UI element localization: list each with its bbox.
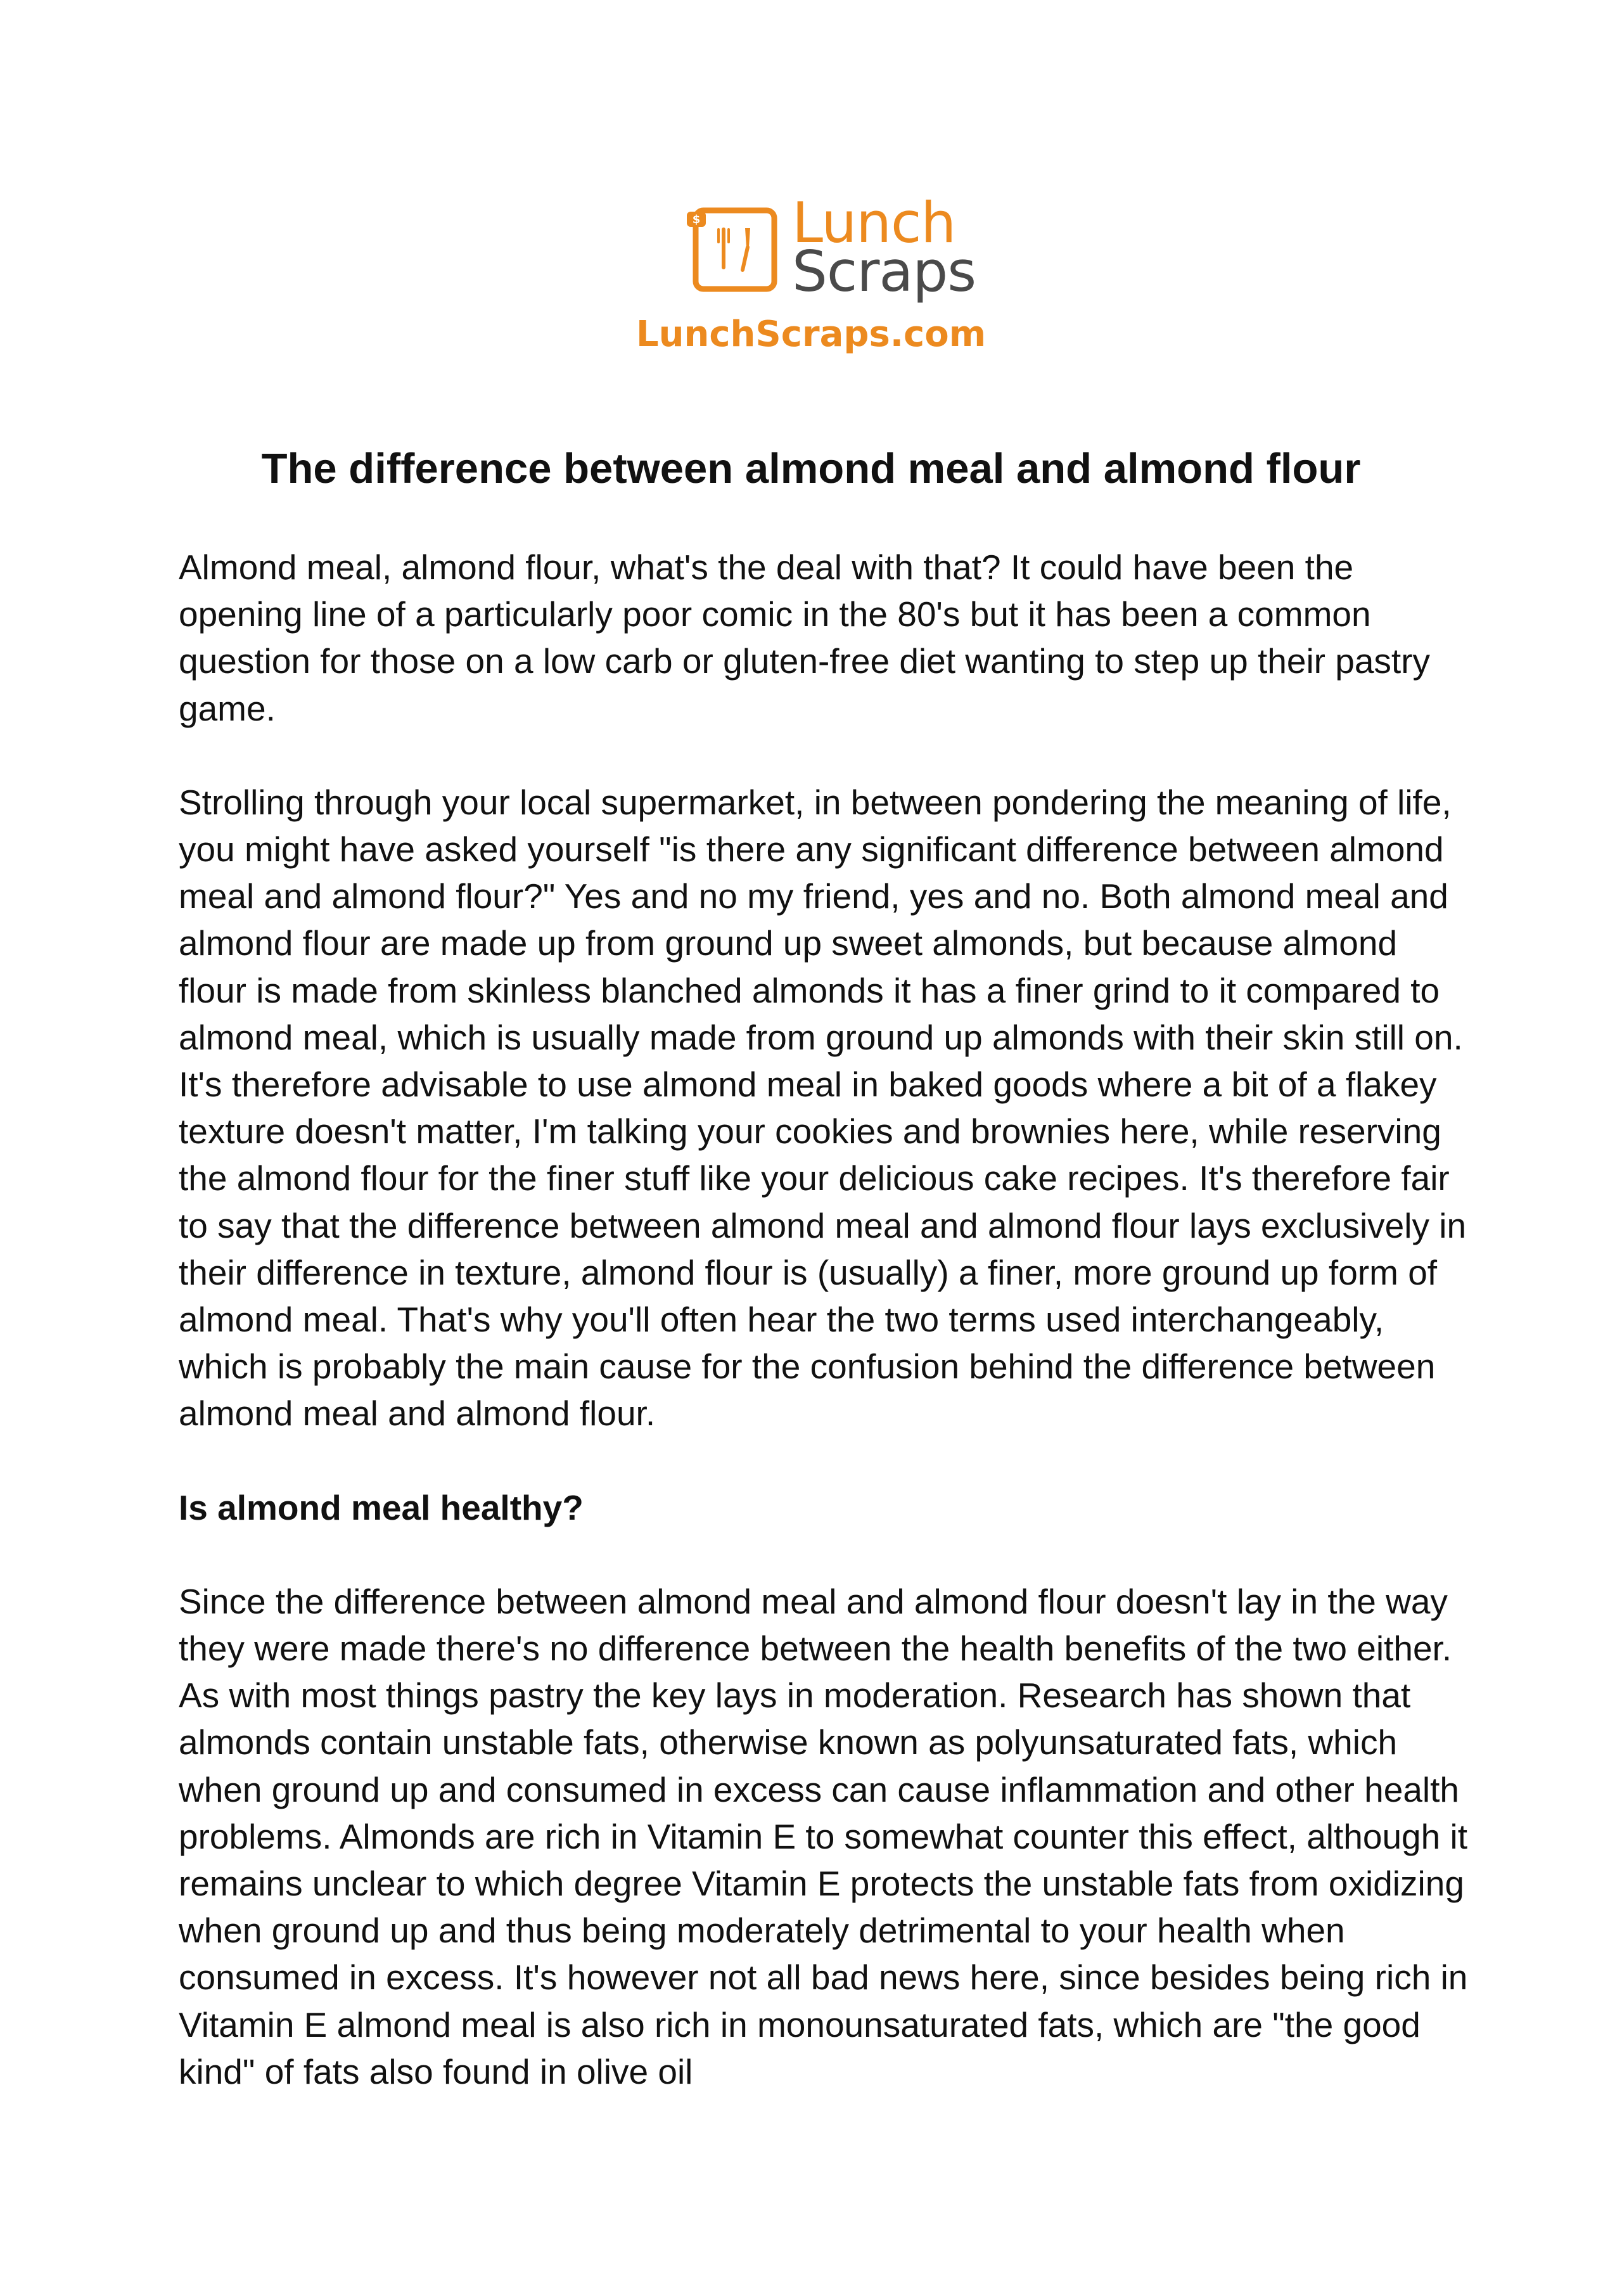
lunchbox-utensils-icon (684, 196, 786, 298)
paragraph-health: Since the difference between almond meal and almond flour doesn't lay in the way they were made there's no difference between the health benefits of the two either. As with most things pastry the key lays in moderation. Research has shown that almonds contain unstable fats, otherwise known as polyunsaturated fats, which when ground up and consumed in excess can cause inflammation and other health problems. Almonds are rich in Vitamin E to somewhat counter this effect, although it remains unclear to which degree Vitamin E protects the unstable fats from oxidizing when ground up and thus being moderately detrimental to your health when consumed in excess. It's however not all bad news here, since besides being rich in Vitamin E almond meal is also rich in monounsaturated fats, which are "the good kind" of fats also found in olive oil (179, 1581, 1468, 2091)
article-body (179, 544, 1471, 2142)
article-title: The difference between almond meal and almond flour (261, 445, 1361, 492)
logo-brand-lunch: Lunch (792, 190, 956, 255)
paragraph-difference: Strolling through your local supermarket, in between pondering the meaning of life, you might have asked yourself "is there any significant difference between almond meal and almond flour?" Yes and no my friend, yes and no. Both almond meal and almond flour are made up from ground up sweet almonds, but because almond flour is made from skinless blanched almonds it has a finer grind to it compared to almond meal, which is usually made from ground up almonds with their skin still on. It's therefore advisable to use almond meal in baked goods where a bit of a flakey texture doesn't matter, I'm talking your cookies and brownies here, while reserving the almond flour for the finer stuff like your delicious cake recipes. It's therefore fair to say that the difference between almond meal and almond flour lays exclusively in their difference in texture, almond flour is (usually) a finer, more ground up form of almond meal. That's why you'll often hear the two terms used interchangeably, which is probably the main cause for the confusion behind the difference between almond meal and almond flour. (179, 782, 1467, 1433)
svg-text:$: $ (692, 213, 701, 226)
paragraph-intro: Almond meal, almond flour, what's the deal with that? It could have been the opening line of a particularly poor comic in the 80's but it has been a common question for those on a low carb or gluten-free diet wanting to step up their pastry game. (179, 548, 1431, 728)
logo-brand-scraps: Scraps (792, 239, 976, 304)
logo-url: LunchScraps.com (635, 314, 987, 355)
section-heading: Is almond meal healthy? (179, 1487, 584, 1527)
